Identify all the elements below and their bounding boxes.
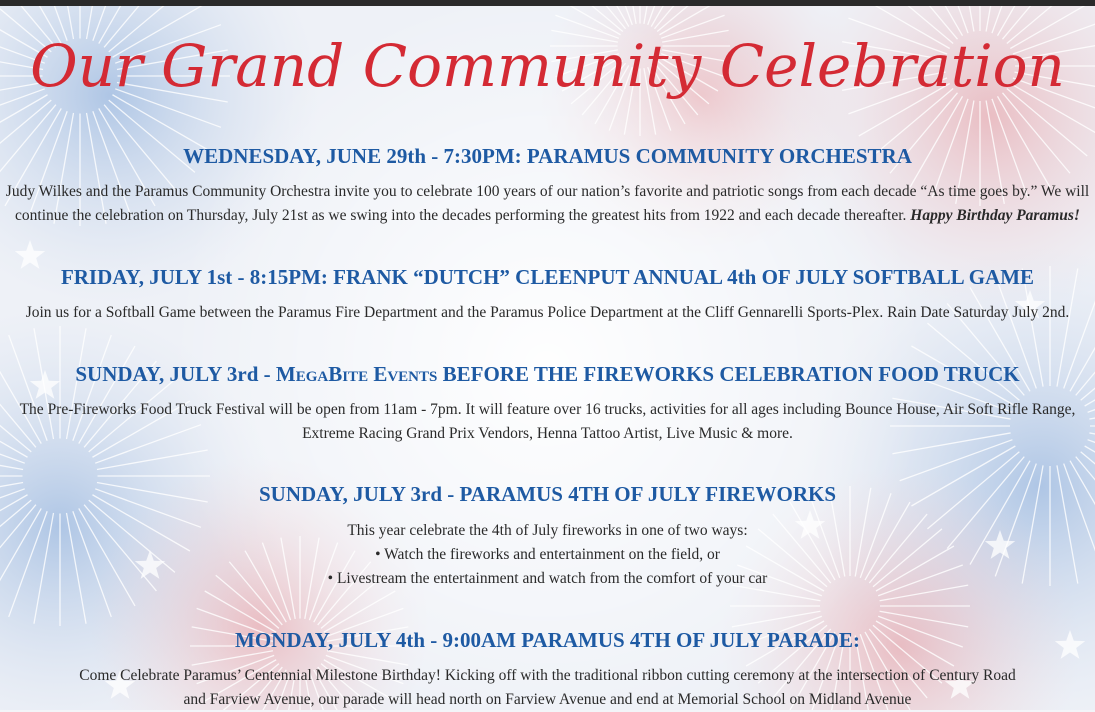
flyer-content [0, 6, 1095, 710]
body-line: Judy Wilkes and the Paramus Community Orchestra invite you to celebrate 100 years of our nation’s favorite and patriotic songs from each decade “As time goes by.” We will [5, 183, 1090, 200]
body-line: The Pre-Fireworks Food Truck Festival will be open from 11am - 7pm. It will feature over 16 trucks, activities for all ages including Bounce House, Air Soft Rifle Range, [19, 401, 1076, 418]
event-body-fireworks [0, 519, 1095, 591]
event-body-orchestra [0, 180, 1095, 228]
bullet-item: • Watch the fireworks and entertainment on the field, or [375, 546, 720, 563]
body-line: Join us for a Softball Game between the Paramus Fire Department and the Paramus Police Department at the Cliff Gennarelli Sports-Plex. Rain Date Saturday July 2nd. [25, 304, 1070, 321]
page-title: Our Grand Community Celebration [30, 32, 1065, 100]
body-line: continue the celebration on Thursday, July 21st as we swing into the decades performing the greatest hits from 1922 and each decade thereafter. Happy Birthday Paramus! [15, 207, 1080, 224]
event-heading-food-truck: SUNDAY, JULY 3rd - MegaBite Events BEFORE THE FIREWORKS CELEBRATION FOOD TRUCK [75, 362, 1020, 386]
event-heading-softball: FRIDAY, JULY 1st - 8:15PM: FRANK “DUTCH” CLEENPUT ANNUAL 4th OF JULY SOFTBALL GAME [60, 265, 1035, 289]
body-line: and Farview Avenue, our parade will head north on Farview Avenue and end at Memorial School on Midland Avenue [183, 691, 912, 708]
event-heading-orchestra: WEDNESDAY, JUNE 29th - 7:30PM: PARAMUS COMMUNITY ORCHESTRA [183, 144, 912, 168]
body-line: This year celebrate the 4th of July fireworks in one of two ways: [347, 522, 748, 539]
event-heading-parade: MONDAY, JULY 4th - 9:00AM PARAMUS 4TH OF JULY PARADE: [235, 628, 860, 652]
event-body-softball [0, 301, 1095, 325]
body-line: Come Celebrate Paramus’ Centennial Milestone Birthday! Kicking off with the traditional ribbon cutting ceremony at the intersection of Century Road [79, 667, 1016, 684]
body-line: Extreme Racing Grand Prix Vendors, Henna Tattoo Artist, Live Music & more. [302, 425, 793, 442]
event-body-parade [0, 664, 1095, 712]
event-body-food-truck [0, 398, 1095, 446]
event-heading-fireworks: SUNDAY, JULY 3rd - PARAMUS 4TH OF JULY FIREWORKS [259, 482, 836, 506]
birthday-emphasis: Happy Birthday Paramus! [910, 207, 1080, 224]
bullet-item: • Livestream the entertainment and watch from the comfort of your car [327, 570, 768, 587]
